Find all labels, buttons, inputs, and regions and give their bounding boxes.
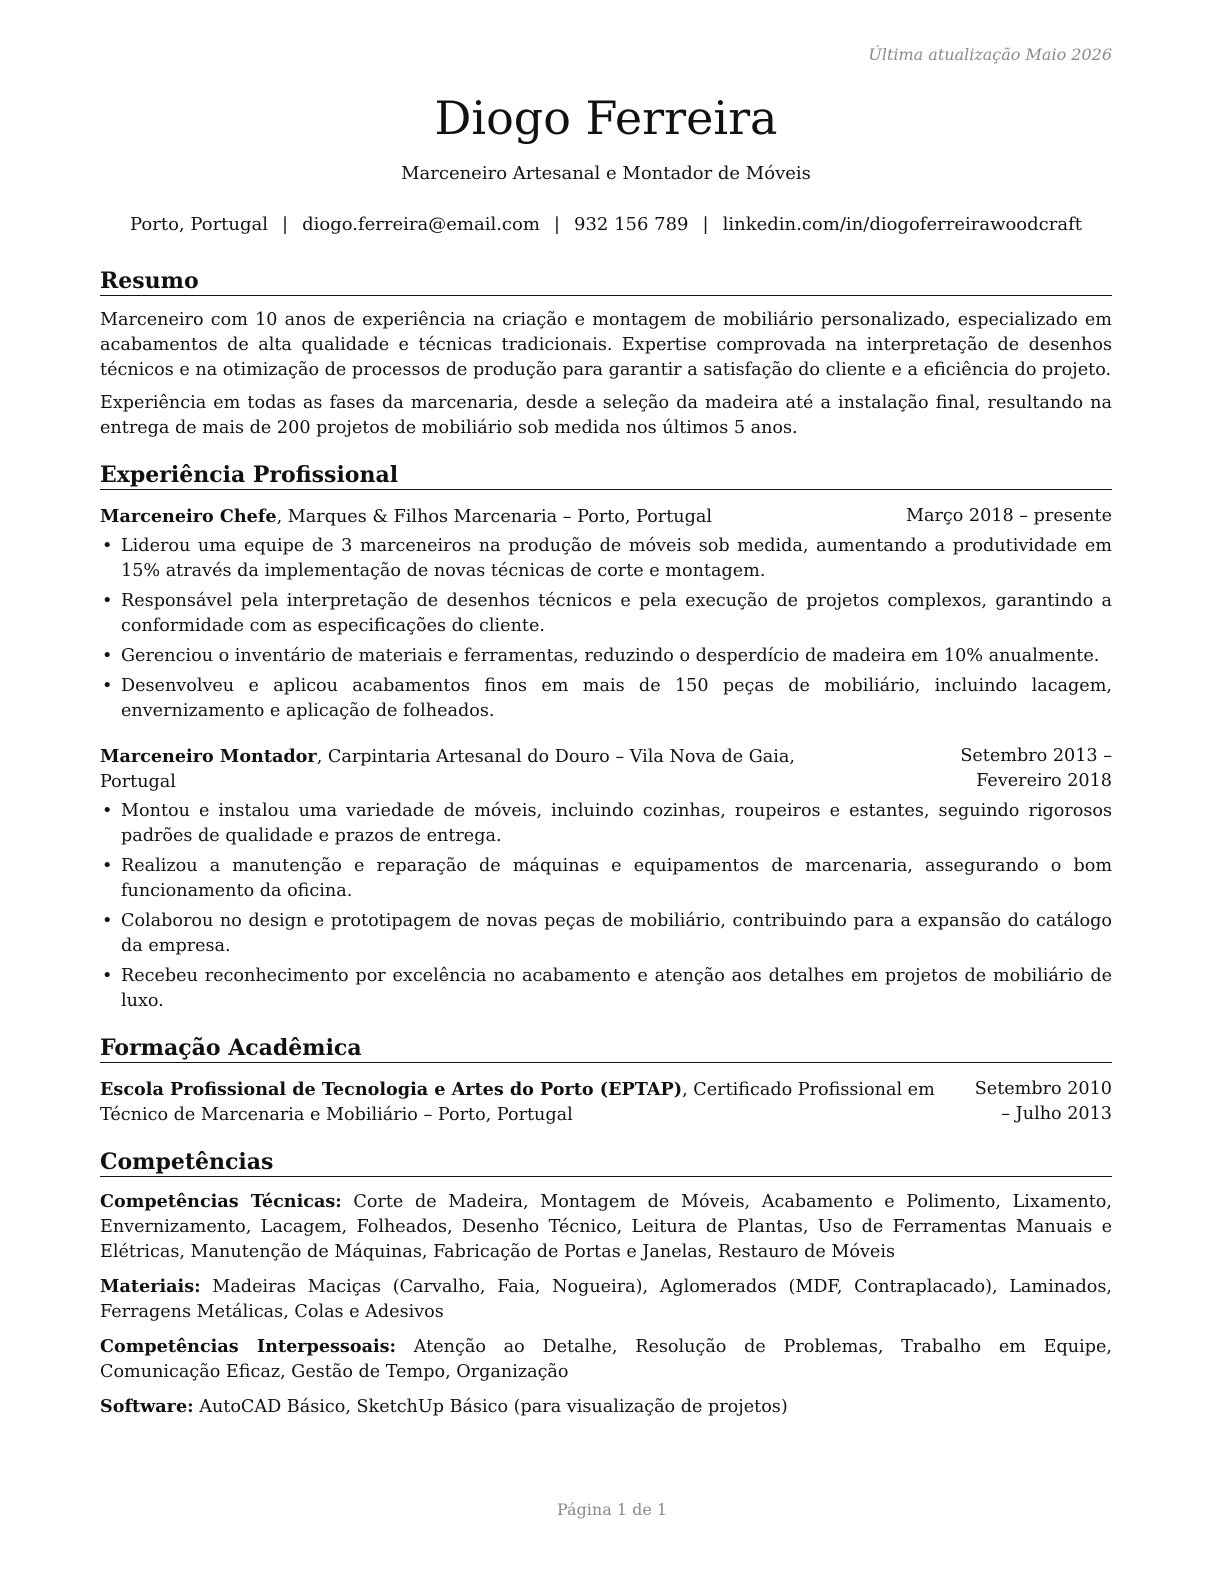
- skill-group: [100, 1334, 1112, 1385]
- education-section: [100, 1034, 1112, 1128]
- summary-paragraph: Experiência em todas as fases da marcenaria, desde a seleção da madeira até a instalação final, resultando na entrega de mais de 200 projetos de mobiliário sob medida nos últimos 5 anos.: [100, 393, 1112, 438]
- job-role: Marceneiro Chefe: [100, 506, 277, 527]
- job-bullet: • Montou e instalou uma variedade de móveis, incluindo cozinhas, roupeiros e estantes, seguindo rigorosos padrões de qualidade e prazos de entrega.: [100, 799, 1112, 849]
- job-bullet: • Liderou uma equipe de 3 marceneiros na produção de móveis sob medida, aumentando a produtividade em 15% através da implementação de novas técnicas de corte e montagem.: [100, 534, 1112, 584]
- education-entry: [100, 1077, 1112, 1128]
- contact-phone: 932 156 789: [574, 214, 689, 235]
- last-updated: Última atualização Maio 2026: [868, 45, 1112, 64]
- job-bullet: • Responsável pela interpretação de desenhos técnicos e pela execução de projetos complexos, garantindo a conformidade com as especificações do cliente.: [100, 589, 1112, 639]
- skills-section: [100, 1148, 1112, 1420]
- job-bullet: • Desenvolveu e aplicou acabamentos finos em mais de 150 peças de mobiliário, incluindo lacagem, envernizamento e aplicação de folheados.: [100, 674, 1112, 724]
- skill-label: Competências Técnicas:: [100, 1191, 342, 1212]
- candidate-title: Marceneiro Artesanal e Montador de Móveis: [401, 163, 811, 184]
- job-bullet: • Gerenciou o inventário de materiais e ferramentas, reduzindo o desperdício de madeira em 10% anualmente.: [100, 644, 1112, 669]
- job-bullet: • Recebeu reconhecimento por excelência no acabamento e atenção aos detalhes em projetos de mobiliário de luxo.: [100, 964, 1112, 1014]
- section-heading-summary: Resumo: [100, 267, 1112, 296]
- education-detail: , Certificado Profissional em Técnico de Marcenaria e Mobiliário – Porto, Portugal: [100, 1080, 935, 1125]
- contact-email[interactable]: diogo.ferreira@email.com: [302, 214, 540, 235]
- experience-section: [100, 461, 1112, 1014]
- job-entry: [100, 504, 1112, 724]
- contact-line: [100, 213, 1112, 237]
- skill-group: [100, 1394, 1112, 1420]
- contact-separator: |: [282, 214, 289, 235]
- contact-linkedin[interactable]: linkedin.com/in/diogoferreirawoodcraft: [722, 214, 1082, 235]
- skill-text: Madeiras Maciças (Carvalho, Faia, Nogueira), Aglomerados (MDF, Contraplacado), Laminados, Ferragens Metálicas, Colas e Adesivos: [100, 1277, 1112, 1322]
- job-entry: [100, 744, 1112, 1014]
- job-bullet: • Colaborou no design e prototipagem de novas peças de mobiliário, contribuindo para a expansão do catálogo da empresa.: [100, 909, 1112, 959]
- contact-separator: |: [702, 214, 709, 235]
- job-bullet: • Realizou a manutenção e reparação de máquinas e equipamentos de marcenaria, assegurando o bom funcionamento da oficina.: [100, 854, 1112, 904]
- summary-paragraph: Marceneiro com 10 anos de experiência na criação e montagem de mobiliário personalizado, especializado em acabamentos de alta qualidade e técnicas tradicionais. Expertise comprovada na interpretação de desenhos técnicos e na otimização de processos de produção para garantir a satisfação do cliente e a eficiência do projeto.: [100, 310, 1112, 380]
- job-dates: Setembro 2013 – Fevereiro 2018: [960, 746, 1112, 791]
- contact-location: Porto, Portugal: [130, 214, 269, 235]
- job-bullets: [100, 534, 1112, 724]
- skill-text: AutoCAD Básico, SketchUp Básico (para visualização de projetos): [193, 1397, 788, 1417]
- job-company: , Carpintaria Artesanal do Douro – Vila Nova de Gaia, Portugal: [100, 747, 796, 792]
- summary-section: [100, 267, 1112, 441]
- job-header: [100, 504, 1112, 530]
- page-number: Página 1 de 1: [556, 1500, 668, 1519]
- contact-separator: |: [553, 214, 560, 235]
- candidate-name: Diogo Ferreira: [434, 91, 778, 145]
- education-school: Escola Profissional de Tecnologia e Artes do Porto (EPTAP): [100, 1079, 683, 1100]
- education-dates: Setembro 2010 – Julho 2013: [974, 1079, 1112, 1124]
- job-company: , Marques & Filhos Marcenaria – Porto, Portugal: [276, 507, 712, 527]
- skill-label: Software:: [100, 1396, 194, 1417]
- skill-label: Materiais:: [100, 1276, 201, 1297]
- skill-text: Atenção ao Detalhe, Resolução de Problemas, Trabalho em Equipe, Comunicação Eficaz, Gestão de Tempo, Organização: [100, 1337, 1112, 1382]
- job-bullets: [100, 799, 1112, 1014]
- section-heading-skills: Competências: [100, 1148, 1112, 1177]
- job-dates: Março 2018 – presente: [905, 506, 1112, 526]
- skill-text: Corte de Madeira, Montagem de Móveis, Acabamento e Polimento, Lixamento, Envernizamento, Lacagem, Folheados, Desenho Técnico, Leitura de Plantas, Uso de Ferramentas Manuais e Elétricas, Manutenção de Máquinas, Fabricação de Portas e Janelas, Restauro de Móveis: [100, 1192, 1112, 1262]
- skill-group: [100, 1189, 1112, 1265]
- job-role: Marceneiro Montador: [100, 746, 317, 767]
- job-header: [100, 744, 1112, 795]
- section-heading-education: Formação Acadêmica: [100, 1034, 1112, 1063]
- skill-label: Competências Interpessoais:: [100, 1336, 397, 1357]
- skill-group: [100, 1274, 1112, 1325]
- section-heading-experience: Experiência Profissional: [100, 461, 1112, 490]
